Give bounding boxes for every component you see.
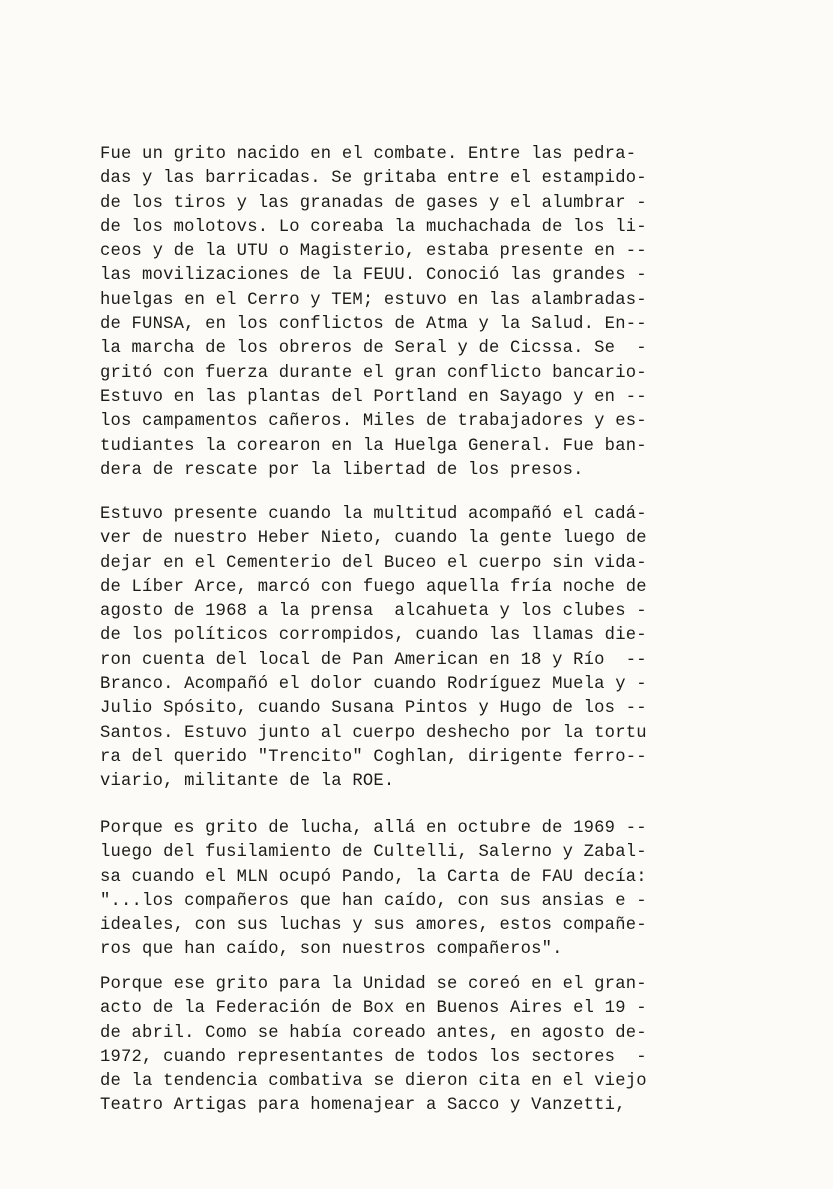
text-line: agosto de 1968 a la prensa alcahueta y los clubes -: [100, 602, 647, 622]
text-line: dera de rescate por la libertad de los presos.: [100, 460, 584, 480]
text-line: ron cuenta del local de Pan American en 18 y Río --: [100, 650, 647, 670]
text-line: Julio Spósito, cuando Susana Pintos y Hugo de los --: [100, 699, 647, 719]
text-line: Estuvo en las plantas del Portland en Sayago y en --: [100, 387, 647, 407]
text-line: gritó con fuerza durante el gran conflicto bancario-: [100, 363, 647, 383]
text-line: de FUNSA, en los conflictos de Atma y la Salud. En--: [100, 315, 647, 335]
text-line: de Líber Arce, marcó con fuego aquella fría noche de: [100, 577, 647, 597]
text-line: la marcha de los obreros de Seral y de Cicssa. Se -: [100, 339, 647, 359]
text-line: das y las barricadas. Se gritaba entre el estampido-: [100, 169, 647, 189]
text-line: Fue un grito nacido en el combate. Entre las pedra-: [100, 145, 637, 164]
text-line: Porque ese grito para la Unidad se coreó en el gran-: [100, 975, 647, 994]
text-line: "...los compañeros que han caído, con sus ansias e -: [100, 891, 647, 911]
text-line: tudiantes la corearon en la Huelga General. Fue ban-: [100, 436, 647, 456]
text-line: ver de nuestro Heber Nieto, cuando la gente luego de: [100, 529, 647, 549]
text-line: 1972, cuando representantes de todos los sectores -: [100, 1047, 647, 1067]
text-line: de los tiros y las granadas de gases y el alumbrar -: [100, 193, 647, 213]
text-line: los campamentos cañeros. Miles de trabajadores y es-: [100, 412, 647, 432]
text-line: luego del fusilamiento de Cultelli, Salerno y Zabal-: [100, 843, 647, 863]
text-line: sa cuando el MLN ocupó Pando, la Carta de FAU decía:: [100, 867, 647, 887]
paragraph-fusilamiento: [100, 817, 740, 963]
text-line: ros que han caído, son nuestros compañeros".: [100, 940, 563, 960]
text-line: ra del querido "Trencito" Coghlan, dirigente ferro--: [100, 747, 647, 767]
text-line: viario, militante de la ROE.: [100, 772, 395, 792]
text-line: de la tendencia combativa se dieron cita en el viejo: [100, 1072, 647, 1092]
paragraph-heber-nieto: [100, 503, 740, 795]
text-line: Estuvo presente cuando la multitud acompañó el cadá-: [100, 505, 647, 524]
text-line: dejar en el Cementerio del Buceo el cuerpo sin vida-: [100, 553, 647, 573]
text-line: Santos. Estuvo junto al cuerpo deshecho por la tortu: [100, 723, 647, 743]
text-line: Porque es grito de lucha, allá en octubre de 1969 --: [100, 819, 647, 838]
text-line: Branco. Acompañó el dolor cuando Rodríguez Muela y -: [100, 675, 647, 695]
text-line: ideales, con sus luchas y sus amores, estos compañe-: [100, 916, 647, 936]
paragraph-unidad: [100, 973, 740, 1119]
text-line: de los políticos corrompidos, cuando las llamas die-: [100, 626, 647, 646]
text-line: de los molotovs. Lo coreaba la muchachada de los li-: [100, 217, 647, 237]
paragraph-combate: [100, 143, 740, 483]
text-line: acto de la Federación de Box en Buenos Aires el 19 -: [100, 999, 647, 1019]
text-line: las movilizaciones de la FEUU. Conoció las grandes -: [100, 266, 647, 286]
text-line: de abril. Como se había coreado antes, en agosto de-: [100, 1023, 647, 1043]
text-line: Teatro Artigas para homenajear a Sacco y Vanzetti,: [100, 1096, 626, 1116]
text-line: huelgas en el Cerro y TEM; estuvo en las alambradas-: [100, 290, 647, 310]
text-line: ceos y de la UTU o Magisterio, estaba presente en --: [100, 242, 647, 262]
